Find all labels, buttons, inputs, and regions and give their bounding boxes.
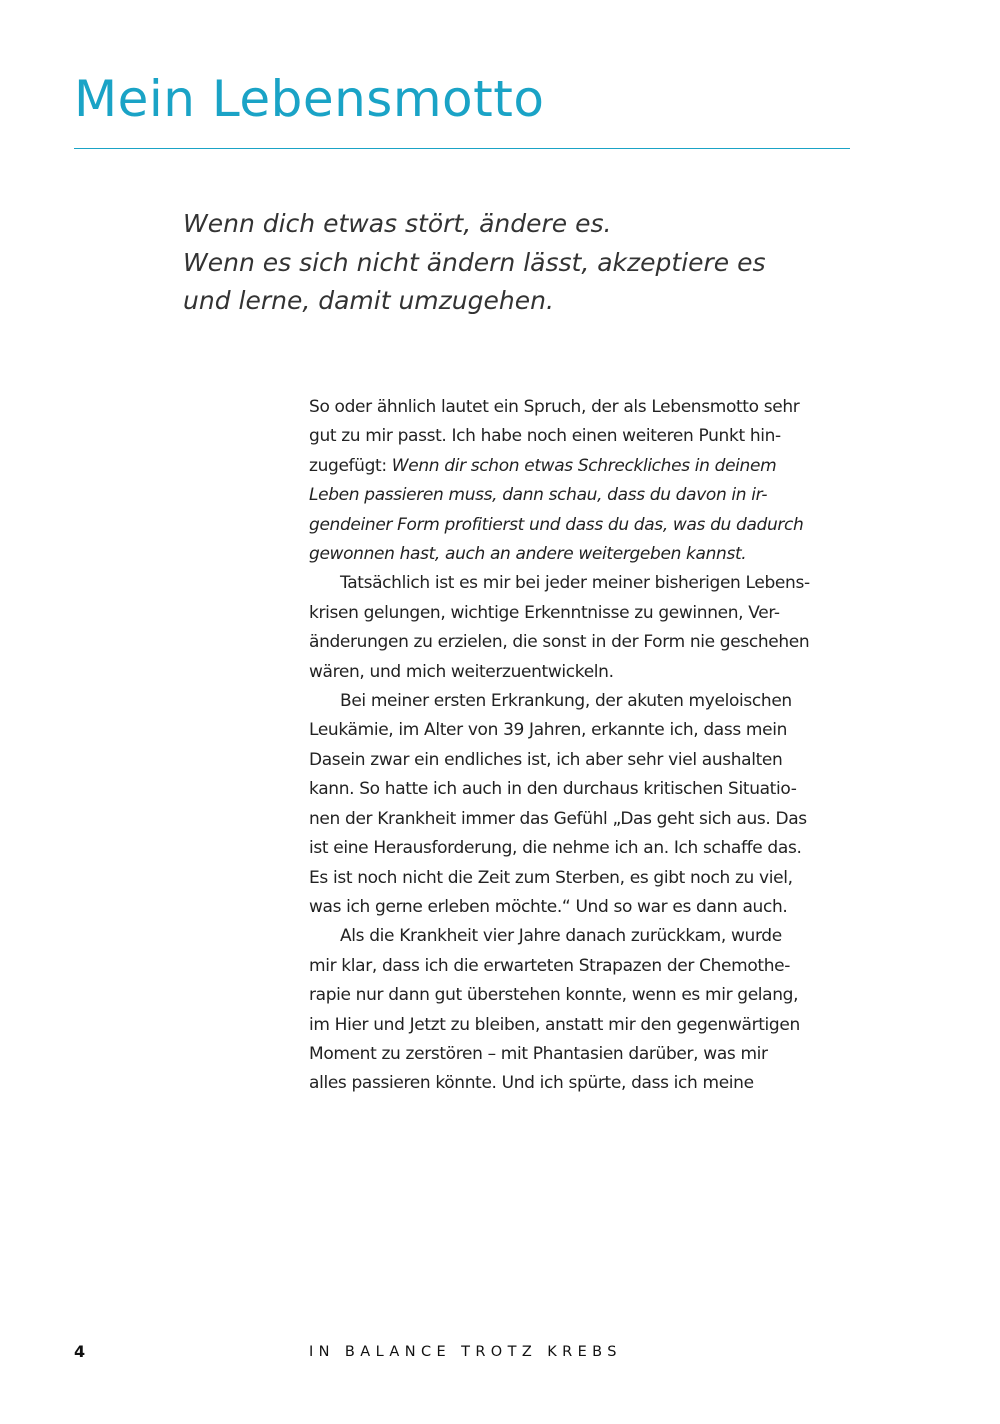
body-line: gut zu mir passt. Ich habe noch einen weiteren Punkt hin- (309, 426, 781, 447)
body-line: ist eine Herausforderung, die nehme ich an. Ich schaffe das. (309, 838, 802, 859)
body-text-segment: zugefügt: (309, 455, 392, 476)
motto-line: Wenn dich etwas stört, ändere es. (183, 209, 612, 238)
body-line: alles passieren könnte. Und ich spürte, dass ich meine (309, 1073, 754, 1094)
body-text (309, 393, 869, 1099)
body-line-italic: Leben passieren muss, dann schau, dass du davon in ir- (309, 485, 768, 506)
body-line: wären, und mich weiterzuentwickeln. (309, 661, 614, 682)
page-footer (0, 1340, 1000, 1364)
page-title: Mein Lebensmotto (74, 70, 545, 128)
page-number: 4 (74, 1342, 86, 1361)
running-title: IN BALANCE TROTZ KREBS (309, 1344, 622, 1360)
paragraph-start-line: Tatsächlich ist es mir bei jeder meiner bisherigen Lebens- (340, 573, 810, 594)
body-line: was ich gerne erleben möchte.“ Und so war es dann auch. (309, 896, 788, 917)
body-line: So oder ähnlich lautet ein Spruch, der als Lebensmotto sehr (309, 397, 800, 417)
body-line-italic: gendeiner Form profitierst und dass du das, was du dadurch (309, 514, 804, 535)
paragraph-start-line: Bei meiner ersten Erkrankung, der akuten myeloischen (340, 691, 792, 712)
body-line: rapie nur dann gut überstehen konnte, wenn es mir gelang, (309, 985, 799, 1006)
body-line: im Hier und Jetzt zu bleiben, anstatt mir den gegenwärtigen (309, 1014, 800, 1035)
motto-line: und lerne, damit umzugehen. (183, 286, 554, 315)
motto-quote (183, 205, 863, 321)
body-line: Moment zu zerstören – mit Phantasien darüber, was mir (309, 1043, 768, 1064)
paragraph-start-line: Als die Krankheit vier Jahre danach zurückkam, wurde (340, 926, 782, 947)
body-line: nen der Krankheit immer das Gefühl „Das geht sich aus. Das (309, 808, 807, 829)
title-divider (74, 148, 850, 149)
body-line-italic: gewonnen hast, auch an andere weitergeben kannst. (309, 544, 747, 565)
body-line: Leukämie, im Alter von 39 Jahren, erkannte ich, dass mein (309, 720, 788, 741)
body-line-mixed (309, 452, 869, 481)
body-line: krisen gelungen, wichtige Erkenntnisse zu gewinnen, Ver- (309, 602, 780, 623)
motto-line: Wenn es sich nicht ändern lässt, akzeptiere es (183, 247, 766, 277)
body-line: änderungen zu erzielen, die sonst in der Form nie geschehen (309, 632, 810, 653)
body-line: Dasein zwar ein endliches ist, ich aber sehr viel aushalten (309, 749, 783, 770)
body-line: Es ist noch nicht die Zeit zum Sterben, es gibt noch zu viel, (309, 867, 793, 888)
body-line: mir klar, dass ich die erwarteten Strapazen der Chemothe- (309, 955, 791, 976)
body-italic-segment: Wenn dir schon etwas Schreckliches in deinem (391, 455, 777, 476)
body-line: kann. So hatte ich auch in den durchaus kritischen Situatio- (309, 779, 797, 800)
